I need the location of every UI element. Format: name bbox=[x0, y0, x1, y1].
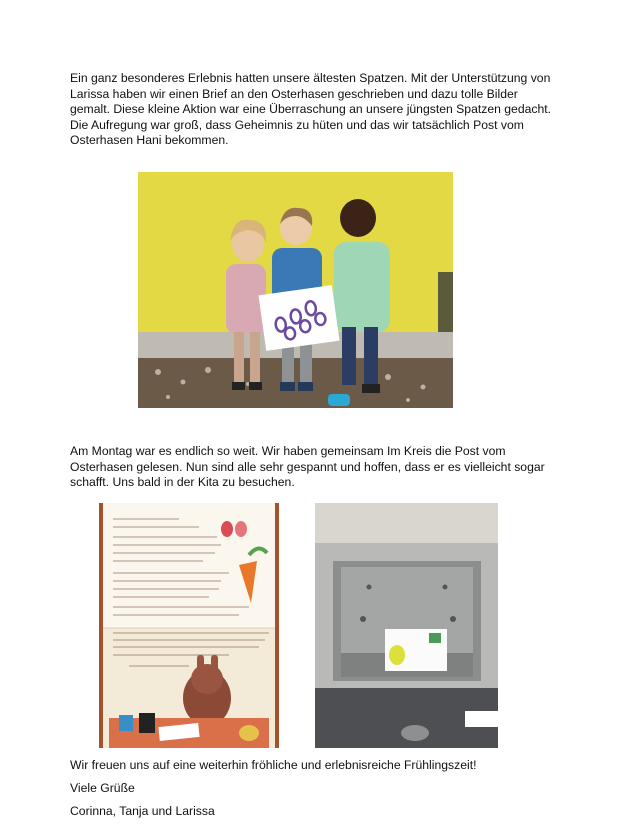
mailbox-with-envelope-photo bbox=[315, 503, 498, 748]
greeting-line: Viele Grüße bbox=[70, 781, 135, 795]
monday-paragraph: Am Montag war es endlich so weit. Wir haben gemeinsam Im Kreis die Post vom Osterhasen gelesen. Nun sind alle sehr gespannt und hoffen, dass er es vielleicht sogar schafft. Uns bald in der Kita zu besuchen. bbox=[70, 444, 545, 490]
children-with-letter-photo bbox=[138, 172, 453, 408]
easter-bunny-letter-photo bbox=[99, 503, 279, 748]
signature-line: Corinna, Tanja und Larissa bbox=[70, 804, 215, 818]
closing-line: Wir freuen uns auf eine weiterhin fröhliche und erlebnisreiche Frühlingszeit! bbox=[70, 758, 477, 772]
intro-paragraph: Ein ganz besonderes Erlebnis hatten unsere ältesten Spatzen. Mit der Unterstützung von Larissa haben wir einen Brief an den Osterhasen geschrieben und dazu tolle Bilder gemalt. Diese kleine Aktion war eine Überraschung an unsere jüngsten Spatzen gedacht. Die Aufregung war groß, dass Geheimnis zu hüten und das wir tatsächlich Post vom Osterhasen Hani bekommen. bbox=[70, 71, 552, 148]
